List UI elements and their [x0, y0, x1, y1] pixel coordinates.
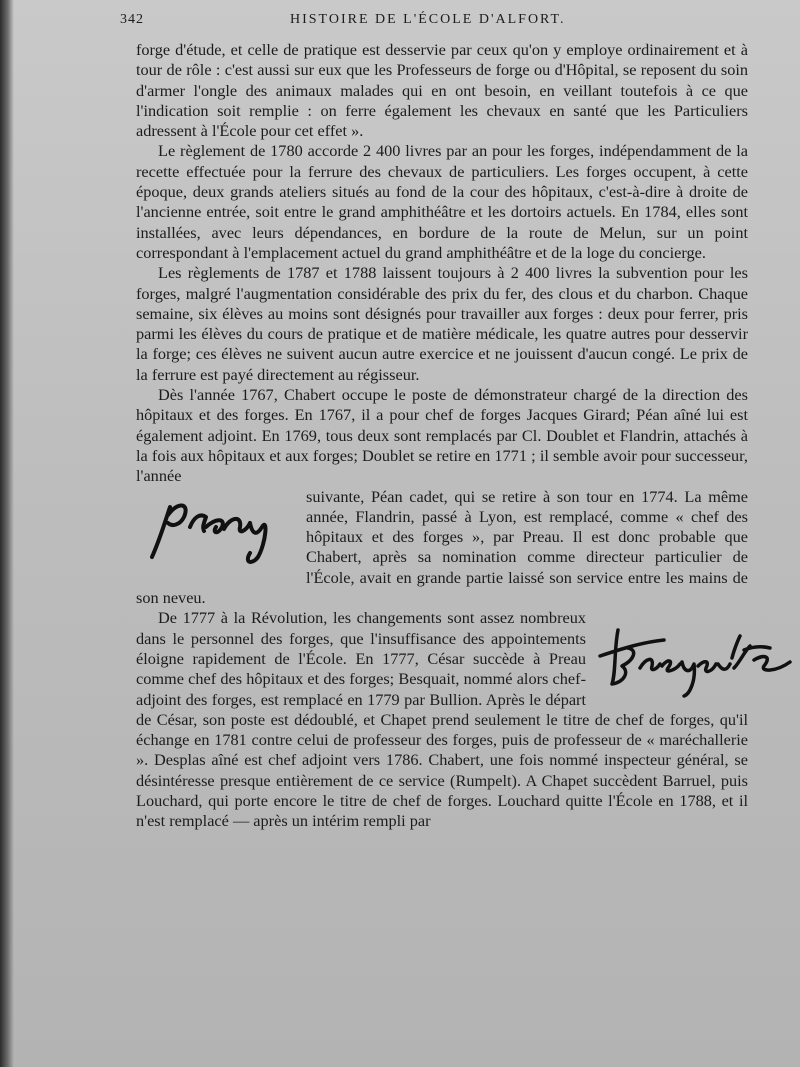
page-edge-shadow: [0, 0, 14, 1067]
body-text: [136, 40, 748, 832]
signature-preau-image: [134, 487, 300, 569]
signature-besquait: [594, 610, 796, 702]
running-title: HISTOIRE DE L'ÉCOLE D'ALFORT.: [290, 12, 566, 27]
running-header: [120, 12, 760, 34]
paragraph-4: Dès l'année 1767, Chabert occupe le poste de démonstrateur chargé de la direction des hôpitaux et des forges. En 1767, il a pour chef de forges Jacques Girard; Péan aîné lui est également adjoint. En 1769, tous deux sont remplacés par Cl. Doublet et Flandrin, attachés à la fois aux hôpitaux et aux forges; Doublet se retire en 1771 ; il semble avoir pour successeur, l'année: [136, 385, 748, 486]
paragraph-6: De 1777 à la Révolution, les changements sont assez nombreux dans le personnel des forges, que l'insuffisance des appointements éloigne rapidement de l'École. En 1777, César succède à Preau comme chef des hôpitaux et des forges; Besquait, nommé alors chef-adjoint des forges, est remplacé en 1779 par Bullion. Après le départ de César, son poste est dédoublé, et Chapet prend seulement le titre de chef de forges, qu'il échange en 1781 contre celui de professeur des forges, puis de professeur de « maréchallerie ». Desplas aîné est chef adjoint vers 1786. Chabert, une fois nommé inspecteur général, se désintéresse presque entièrement de ce service (Rumpelt). A Chapet succèdent Barruel, puis Louchard, qui porte encore le titre de chef de forges. Louchard quitte l'École en 1788, et il n'est remplacé — après un intérim rempli par: [136, 608, 748, 831]
signature-besquait-image: [594, 610, 796, 702]
signature-preau: [134, 487, 300, 569]
paragraph-2: Le règlement de 1780 accorde 2 400 livres par an pour les forges, indépendamment de la recette effectuée pour la ferrure des chevaux de particuliers. Les forges occupent, à cette époque, deux grands ateliers situés au fond de la cour des hôpitaux, c'est-à-dire à droite de l'ancienne entrée, soit entre le grand amphithéâtre et les dortoirs actuels. En 1784, elles sont installées, avec leurs dépendances, en bordure de la route de Melun, sur un point correspondant à l'emplacement actuel du grand amphithéâtre et de la loge du concierge.: [136, 141, 748, 262]
paragraph-5: suivante, Péan cadet, qui se retire à son tour en 1774. La même année, Flandrin, passé à Lyon, est remplacé, comme « chef des hôpitaux et des forges », par Preau. Il est donc probable que Chabert, après sa nomination comme directeur particulier de l'École, avait en grande partie laissé son service entre les mains de son neveu.: [136, 486, 748, 608]
paragraph-3: Les règlements de 1787 et 1788 laissent toujours à 2 400 livres la subvention pour les forges, malgré l'augmentation considérable des prix du fer, des clous et du charbon. Chaque semaine, six élèves au moins sont désignés pour travailler aux forges : deux pour ferrer, pris parmi les élèves du cours de pratique et de matière médicale, les quatre autres pour desservir la forge; ces élèves ne suivent aucun autre exercice et ne jouissent d'aucun congé. Le prix de la ferrure est payé directement au régisseur.: [136, 263, 748, 384]
page-number: 342: [120, 12, 144, 27]
paragraph-1: forge d'étude, et celle de pratique est desservie par ceux qu'on y employe ordinairement et à tour de rôle : c'est aussi sur eux que les Professeurs de forge ou d'Hôpital, se reposent du soin d'armer l'ongle des animaux malades qui en ont besoin, en veillant toutefois à ce que l'indication soit remplie : on ferre également les chevaux en santé que les Particuliers adressent à l'École pour cet effet ».: [136, 40, 748, 141]
